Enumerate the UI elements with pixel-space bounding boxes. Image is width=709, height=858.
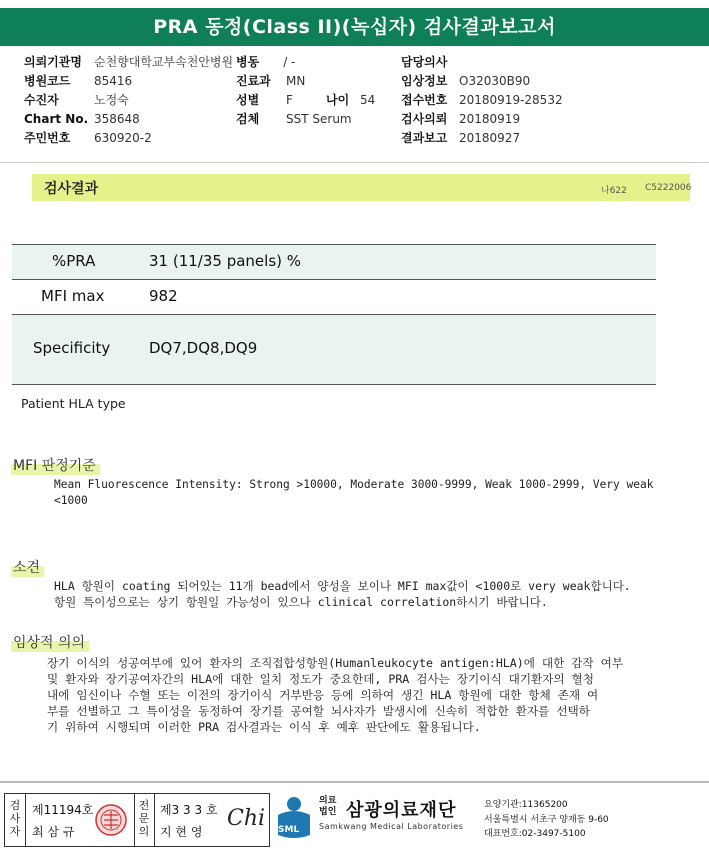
tester-vertical-label (6, 799, 24, 838)
value-dept: MN (286, 74, 306, 88)
value-sex: F (286, 93, 293, 107)
clinical-line-5: 기 위하여 시행되며 이러한 PRA 검사결과는 이식 후 예후 판단에도 활용됩니다. (47, 720, 481, 734)
specialist-license-id: 제3 3 3 호 (160, 803, 218, 817)
mfi-criteria-title: MFI 판정기준 (11, 455, 100, 475)
result-code-2: C5222006 (645, 183, 692, 193)
info-ward (236, 53, 295, 72)
sig-divider-3 (154, 794, 155, 846)
findings-line-1: HLA 항원이 coating 되어있는 11개 bead에서 양성을 보이나 MFI max값이 <1000로 very weak합니다. (54, 579, 631, 593)
label-clinical-info: 임상정보 (401, 74, 448, 88)
clinical-line-4: 부를 선별하고 그 특이성을 동정하여 장기를 공여할 뇌사자가 발생시에 신속히 적합한 환자를 선택하 (47, 704, 590, 718)
label-doctor: 담당의사 (401, 55, 448, 69)
info-row-institution (24, 53, 233, 72)
report-title: PRA 동정(Class II)(녹십자) 검사결과보고서 (0, 8, 709, 46)
tester-char-2: 사 (9, 812, 21, 825)
result-section-title: 검사결과 (44, 181, 99, 197)
value-patient: 노정숙 (94, 93, 129, 107)
info-row-receipt-no (401, 91, 563, 110)
label-receipt-no: 접수번호 (401, 93, 448, 107)
value-report-date: 20180927 (459, 131, 521, 145)
footer-divider (0, 781, 709, 783)
value-hospital-code: 85416 (94, 74, 133, 88)
label-resident-no: 주민번호 (24, 131, 71, 145)
label-hospital-code: 병원코드 (24, 74, 71, 88)
value-clinical-info: O32030B90 (459, 74, 531, 88)
sml-logo-text: SML (278, 825, 300, 835)
tester-seal-icon (94, 803, 128, 837)
specialist-char-1: 전 (138, 799, 150, 812)
specialist-vertical-label (135, 799, 153, 838)
value-specimen: SST Serum (286, 112, 352, 126)
value-institution: 순천향대학교부속천안병원 (94, 55, 234, 69)
org-tag-line-2: 법인 (319, 807, 337, 817)
info-row-resident-no (24, 129, 233, 148)
clinical-significance-title: 임상적 의의 (11, 632, 89, 652)
info-row-report-date (401, 129, 563, 148)
info-row-doctor (401, 53, 563, 72)
org-name: 삼광의료재단 (346, 800, 457, 821)
result-code-1: 나622 (601, 186, 627, 196)
value-request-date: 20180919 (459, 112, 521, 126)
org-type-tag (319, 796, 336, 818)
org-tag-line-1: 의료 (319, 796, 337, 806)
clinical-line-3: 내에 임신이나 수혈 또는 이전의 장기이식 거부반응 등에 의하여 생긴 HLA 항원에 대한 항체 존재 여 (47, 688, 599, 702)
clinical-line-2: 및 환자와 장기공여자간의 HLA에 대한 일치 정도가 중요한데, PRA 검사는 장기이식 대기환자의 혈청 (47, 672, 595, 686)
mfi-criteria-line-2: <1000 (54, 494, 88, 507)
info-age (326, 91, 375, 110)
org-address: 서울특별시 서초구 양재동 9-60 (484, 815, 609, 825)
label-ward: 병동 (236, 55, 260, 69)
result-row-pra (12, 245, 656, 280)
tester-char-1: 검 (9, 799, 21, 812)
tester-name: 최 삼 규 (32, 825, 75, 839)
info-sex (236, 91, 293, 110)
header-col3 (401, 53, 563, 148)
info-row-request-date (401, 110, 563, 129)
specificity-value: DQ7,DQ8,DQ9 (149, 339, 258, 357)
org-phone: 대표번호:02-3497-5100 (484, 829, 586, 839)
signature-box (4, 793, 270, 847)
label-age: 나이 (326, 93, 350, 107)
info-row-patient (24, 91, 233, 110)
value-age: 54 (360, 93, 376, 107)
label-dept: 진료과 (236, 74, 271, 88)
patient-hla-label: Patient HLA type (21, 396, 126, 411)
tester-char-3: 자 (9, 825, 21, 838)
value-receipt-no: 20180919-28532 (459, 93, 563, 107)
pra-label: %PRA (52, 252, 96, 270)
mfi-value: 982 (149, 287, 178, 305)
info-row-chart-no (24, 110, 233, 129)
specificity-label: Specificity (33, 339, 111, 357)
label-report-date: 결과보고 (401, 131, 448, 145)
specialist-char-3: 의 (138, 825, 150, 838)
value-chart-no: 358648 (94, 112, 140, 126)
result-row-specificity (12, 315, 656, 385)
label-patient: 수진자 (24, 93, 59, 107)
org-code: 요양기관:11365200 (484, 800, 568, 810)
specialist-name: 지 현 영 (160, 825, 203, 839)
value-ward: / - (283, 55, 296, 69)
specialist-char-2: 문 (138, 812, 150, 825)
mfi-criteria-text (54, 477, 653, 509)
signature-mark: Chi (227, 806, 266, 831)
header-divider (0, 162, 709, 163)
label-chart-no: Chart No. (24, 112, 89, 126)
tester-license-id: 제11194호 (32, 803, 94, 817)
info-specimen (236, 110, 352, 129)
mfi-criteria-line-1: Mean Fluorescence Intensity: Strong >10000, Moderate 3000-9999, Weak 1000-2999, Very weak (54, 478, 654, 491)
label-specimen: 검체 (236, 112, 260, 126)
sig-divider-1 (25, 794, 26, 846)
findings-title: 소견 (11, 557, 44, 577)
info-row-clinical-info (401, 72, 563, 91)
clinical-line-1: 장기 이식의 성공여부에 있어 환자의 조직접합성항원(Humanleukocyte antigen:HLA)에 대한 감작 여부 (47, 656, 624, 670)
label-sex: 성별 (236, 93, 260, 107)
org-english-name: Samkwang Medical Laboratories (319, 822, 464, 831)
clinical-significance-text (47, 655, 623, 735)
header-col1 (24, 53, 233, 148)
info-dept (236, 72, 305, 91)
value-resident-no: 630920-2 (94, 131, 152, 145)
pra-value: 31 (11/35 panels) % (149, 252, 302, 270)
label-request-date: 검사의뢰 (401, 112, 448, 126)
mfi-label: MFI max (41, 287, 105, 305)
findings-text (54, 578, 631, 610)
label-institution: 의뢰기관명 (24, 55, 82, 69)
result-section-bar (32, 174, 690, 201)
findings-line-2: 항원 특이성으로는 상기 항원일 가능성이 있으나 clinical correlation하시기 바랍니다. (54, 595, 548, 609)
info-row-hospital-code (24, 72, 233, 91)
result-row-mfi (12, 280, 656, 315)
